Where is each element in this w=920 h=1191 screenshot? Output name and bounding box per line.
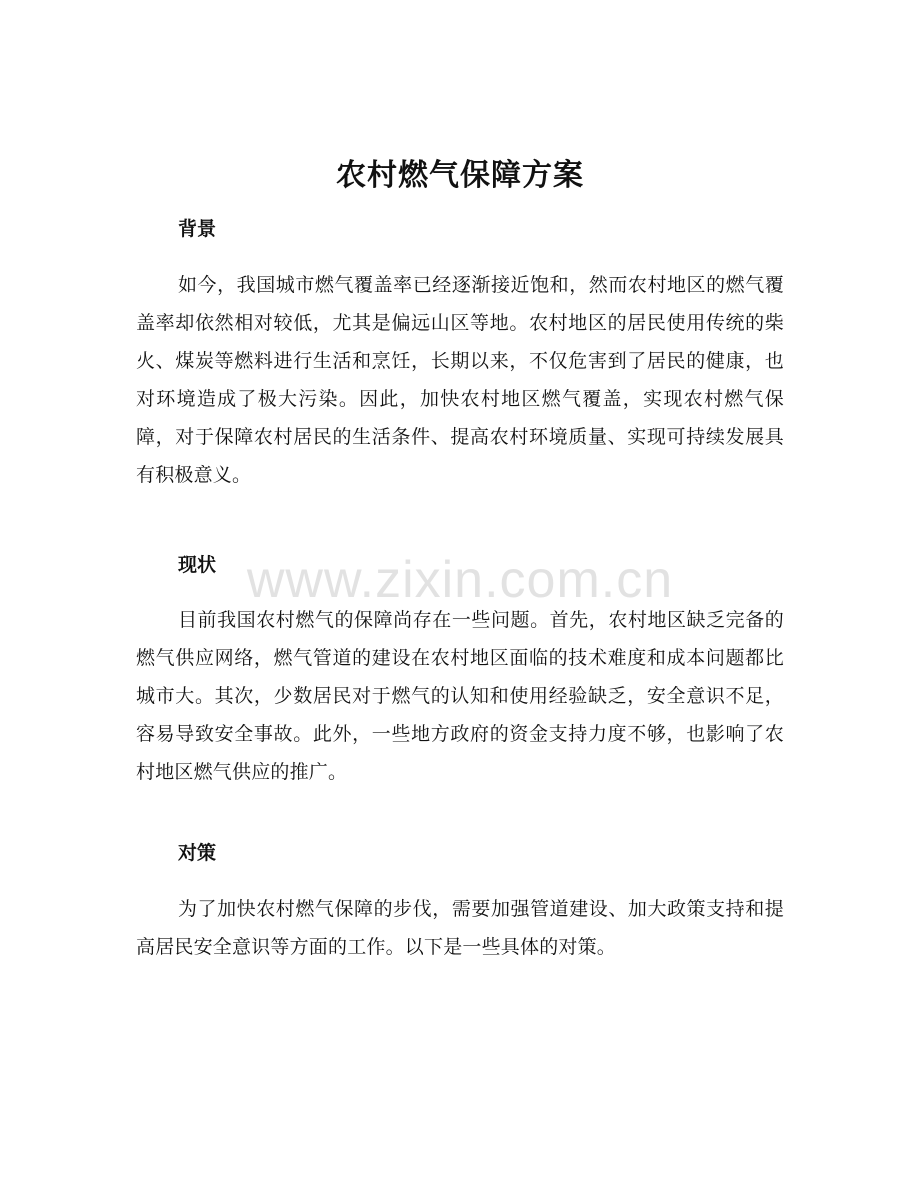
section-paragraph-status: 目前我国农村燃气的保障尚存在一些问题。首先，农村地区缺乏完备的燃气供应网络，燃气管道的建设在农村地区面临的技术难度和成本问题都比城市大。其次，少数居民对于燃气的认知和使用经验缺乏，安全意识不足，容易导致安全事故。此外，一些地方政府的资金支持力度不够，也影响了农村地区燃气供应的推广。 [136, 609, 784, 783]
watermark: www.zixin.com.cn [246, 551, 674, 609]
document-title: 农村燃气保障方案 [336, 158, 584, 193]
section-heading-status: 现状 [178, 554, 217, 576]
section-paragraph-background: 如今，我国城市燃气覆盖率已经逐渐接近饱和，然而农村地区的燃气覆盖率却依然相对较低，尤其是偏远山区等地。农村地区的居民使用传统的柴火、煤炭等燃料进行生活和烹饪，长期以来，不仅危害到了居民的健康，也对环境造成了极大污染。因此，加快农村地区燃气覆盖，实现农村燃气保障，对于保障农村居民的生活条件、提高农村环境质量、实现可持续发展具有积极意义。 [136, 274, 784, 486]
section-paragraph-strategy: 为了加快农村燃气保障的步伐，需要加强管道建设、加大政策支持和提高居民安全意识等方面的工作。以下是一些具体的对策。 [136, 898, 784, 958]
section-heading-strategy: 对策 [178, 842, 217, 864]
section-heading-background: 背景 [178, 218, 217, 240]
